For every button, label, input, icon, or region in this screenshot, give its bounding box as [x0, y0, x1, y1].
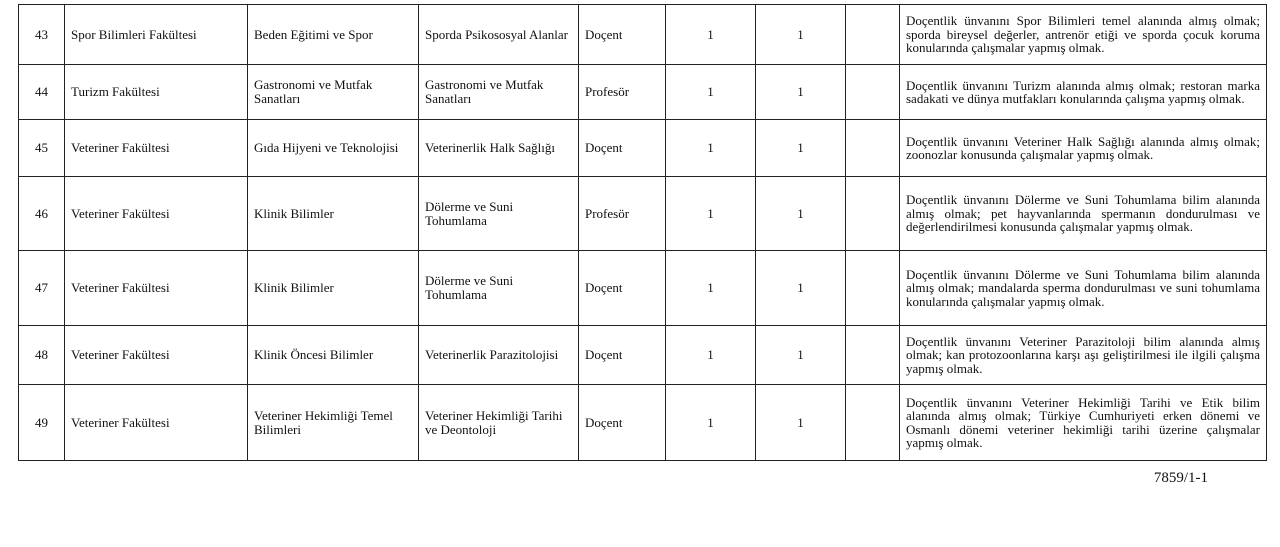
conditions-cell: Doçentlik ünvanını Veteriner Halk Sağlığı alanında almış olmak; zoonozlar konusunda çalışmalar yapmış olmak.	[900, 120, 1267, 177]
count-b-cell: 1	[756, 326, 846, 385]
conditions-cell: Doçentlik ünvanını Dölerme ve Suni Tohumlama bilim alanında almış olmak; mandalarda sperma dondurulması ve suni tohumlama konularında çalışmalar yapmış olmak.	[900, 251, 1267, 326]
count-b-cell: 1	[756, 5, 846, 65]
count-a-cell: 1	[666, 120, 756, 177]
count-b-cell: 1	[756, 65, 846, 120]
count-b-cell: 1	[756, 251, 846, 326]
field-cell: Gastronomi ve Mutfak Sanatları	[419, 65, 579, 120]
title-cell: Profesör	[579, 65, 666, 120]
count-b-cell: 1	[756, 120, 846, 177]
table-row	[19, 385, 1267, 461]
conditions-cell: Doçentlik ünvanını Turizm alanında almış olmak; restoran marka sadakati ve dünya mutfakları konularında çalışma yapmış olmak.	[900, 65, 1267, 120]
table-body	[19, 5, 1267, 461]
faculty-cell: Veteriner Fakültesi	[65, 177, 248, 251]
title-cell: Doçent	[579, 385, 666, 461]
title-cell: Profesör	[579, 177, 666, 251]
empty-cell	[846, 251, 900, 326]
row-number: 46	[19, 177, 65, 251]
conditions-cell: Doçentlik ünvanını Veteriner Hekimliği Tarihi ve Etik bilim alanında almış olmak; Türkiye Cumhuriyeti erken dönemi ve Osmanlı dönemi veteriner hekimliği tarihi üzerine çalışmalar yapmış olmak.	[900, 385, 1267, 461]
department-cell: Beden Eğitimi ve Spor	[248, 5, 419, 65]
title-cell: Doçent	[579, 5, 666, 65]
count-a-cell: 1	[666, 326, 756, 385]
count-a-cell: 1	[666, 385, 756, 461]
page-code: 7859/1-1	[1153, 470, 1208, 486]
empty-cell	[846, 5, 900, 65]
faculty-cell: Spor Bilimleri Fakültesi	[65, 5, 248, 65]
count-a-cell: 1	[666, 251, 756, 326]
empty-cell	[846, 385, 900, 461]
count-a-cell: 1	[666, 177, 756, 251]
field-cell: Veterinerlik Halk Sağlığı	[419, 120, 579, 177]
department-cell: Gıda Hijyeni ve Teknolojisi	[248, 120, 419, 177]
field-cell: Dölerme ve Suni Tohumlama	[419, 251, 579, 326]
department-cell: Veteriner Hekimliği Temel Bilimleri	[248, 385, 419, 461]
title-cell: Doçent	[579, 251, 666, 326]
field-cell: Sporda Psikososyal Alanlar	[419, 5, 579, 65]
count-a-cell: 1	[666, 5, 756, 65]
department-cell: Gastronomi ve Mutfak Sanatları	[248, 65, 419, 120]
field-cell: Veterinerlik Parazitolojisi	[419, 326, 579, 385]
row-number: 44	[19, 65, 65, 120]
table-row	[19, 65, 1267, 120]
empty-cell	[846, 177, 900, 251]
table-row	[19, 120, 1267, 177]
table-row	[19, 177, 1267, 251]
count-a-cell: 1	[666, 65, 756, 120]
field-cell: Veteriner Hekimliği Tarihi ve Deontoloji	[419, 385, 579, 461]
table-row	[19, 251, 1267, 326]
department-cell: Klinik Öncesi Bilimler	[248, 326, 419, 385]
department-cell: Klinik Bilimler	[248, 251, 419, 326]
row-number: 45	[19, 120, 65, 177]
field-cell: Dölerme ve Suni Tohumlama	[419, 177, 579, 251]
title-cell: Doçent	[579, 120, 666, 177]
row-number: 49	[19, 385, 65, 461]
faculty-cell: Veteriner Fakültesi	[65, 251, 248, 326]
faculty-cell: Veteriner Fakültesi	[65, 120, 248, 177]
table-row	[19, 326, 1267, 385]
count-b-cell: 1	[756, 385, 846, 461]
row-number: 47	[19, 251, 65, 326]
positions-table	[18, 4, 1267, 461]
faculty-cell: Turizm Fakültesi	[65, 65, 248, 120]
row-number: 48	[19, 326, 65, 385]
empty-cell	[846, 326, 900, 385]
table-row	[19, 5, 1267, 65]
empty-cell	[846, 120, 900, 177]
faculty-cell: Veteriner Fakültesi	[65, 385, 248, 461]
conditions-cell: Doçentlik ünvanını Dölerme ve Suni Tohumlama bilim alanında almış olmak; pet hayvanlarında spermanın dondurulması ve değerlendirilmesi konusunda çalışmalar yapmış olmak.	[900, 177, 1267, 251]
conditions-cell: Doçentlik ünvanını Spor Bilimleri temel alanında almış olmak; sporda bireysel değerler, antrenör etiği ve sporda çocuk koruma konularında çalışmalar yapmış olmak.	[900, 5, 1267, 65]
title-cell: Doçent	[579, 326, 666, 385]
count-b-cell: 1	[756, 177, 846, 251]
empty-cell	[846, 65, 900, 120]
row-number: 43	[19, 5, 65, 65]
conditions-cell: Doçentlik ünvanını Veteriner Parazitoloji bilim alanında almış olmak; kan protozoonlarına karşı aşı geliştirilmesi ile ilgili çalışma yapmış olmak.	[900, 326, 1267, 385]
department-cell: Klinik Bilimler	[248, 177, 419, 251]
faculty-cell: Veteriner Fakültesi	[65, 326, 248, 385]
